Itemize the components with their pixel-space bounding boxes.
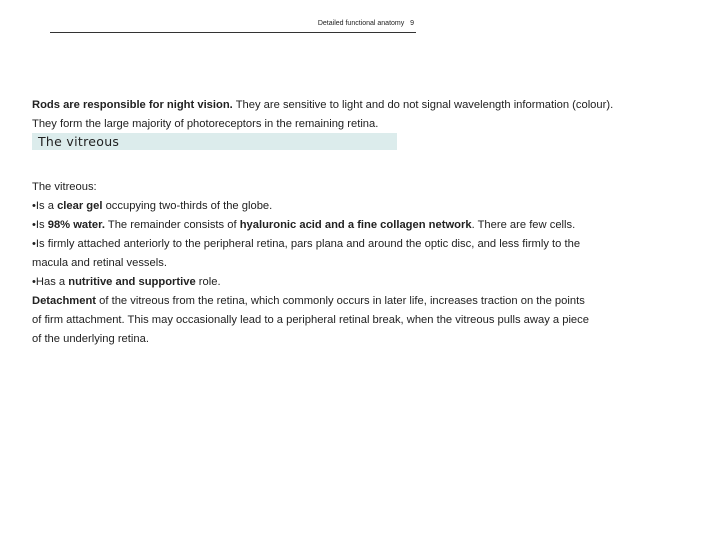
detachment-line3: of the underlying retina.	[32, 333, 149, 345]
detachment-line1: Detachment of the vitreous from the retina, which commonly occurs in later life, increases traction on the points	[32, 295, 585, 307]
vitreous-intro: The vitreous:	[32, 181, 97, 193]
rods-lead: Rods are responsible for night vision.	[32, 99, 233, 111]
bullet-4: •Has a nutritive and supportive role.	[32, 276, 221, 288]
section-heading-bar	[32, 133, 397, 150]
page-number: 9	[410, 20, 414, 27]
running-title: Detailed functional anatomy	[317, 20, 405, 27]
rods-line2: They form the large majority of photoreceptors in the remaining retina.	[32, 118, 379, 130]
rods-line1-rest: They are sensitive to light and do not signal wavelength information (colour).	[232, 99, 614, 111]
bullet-1: •Is a clear gel occupying two-thirds of the globe.	[32, 200, 273, 212]
bullet-3-line1: •Is firmly attached anteriorly to the peripheral retina, pars plana and around the optic disc, and less firmly to the	[32, 238, 581, 250]
detachment-line2: of firm attachment. This may occasionally lead to a peripheral retinal break, when the vitreous pulls away a piece	[32, 314, 589, 326]
header-text	[318, 20, 414, 27]
bullet-2: •Is 98% water. The remainder consists of hyaluronic acid and a fine collagen network. There are few cells.	[32, 219, 576, 231]
vitreous-paragraph	[32, 178, 712, 349]
rods-paragraph	[32, 96, 712, 134]
running-header	[50, 18, 416, 33]
section-heading: The vitreous	[38, 134, 120, 149]
bullet-3-line2: macula and retinal vessels.	[32, 257, 167, 269]
